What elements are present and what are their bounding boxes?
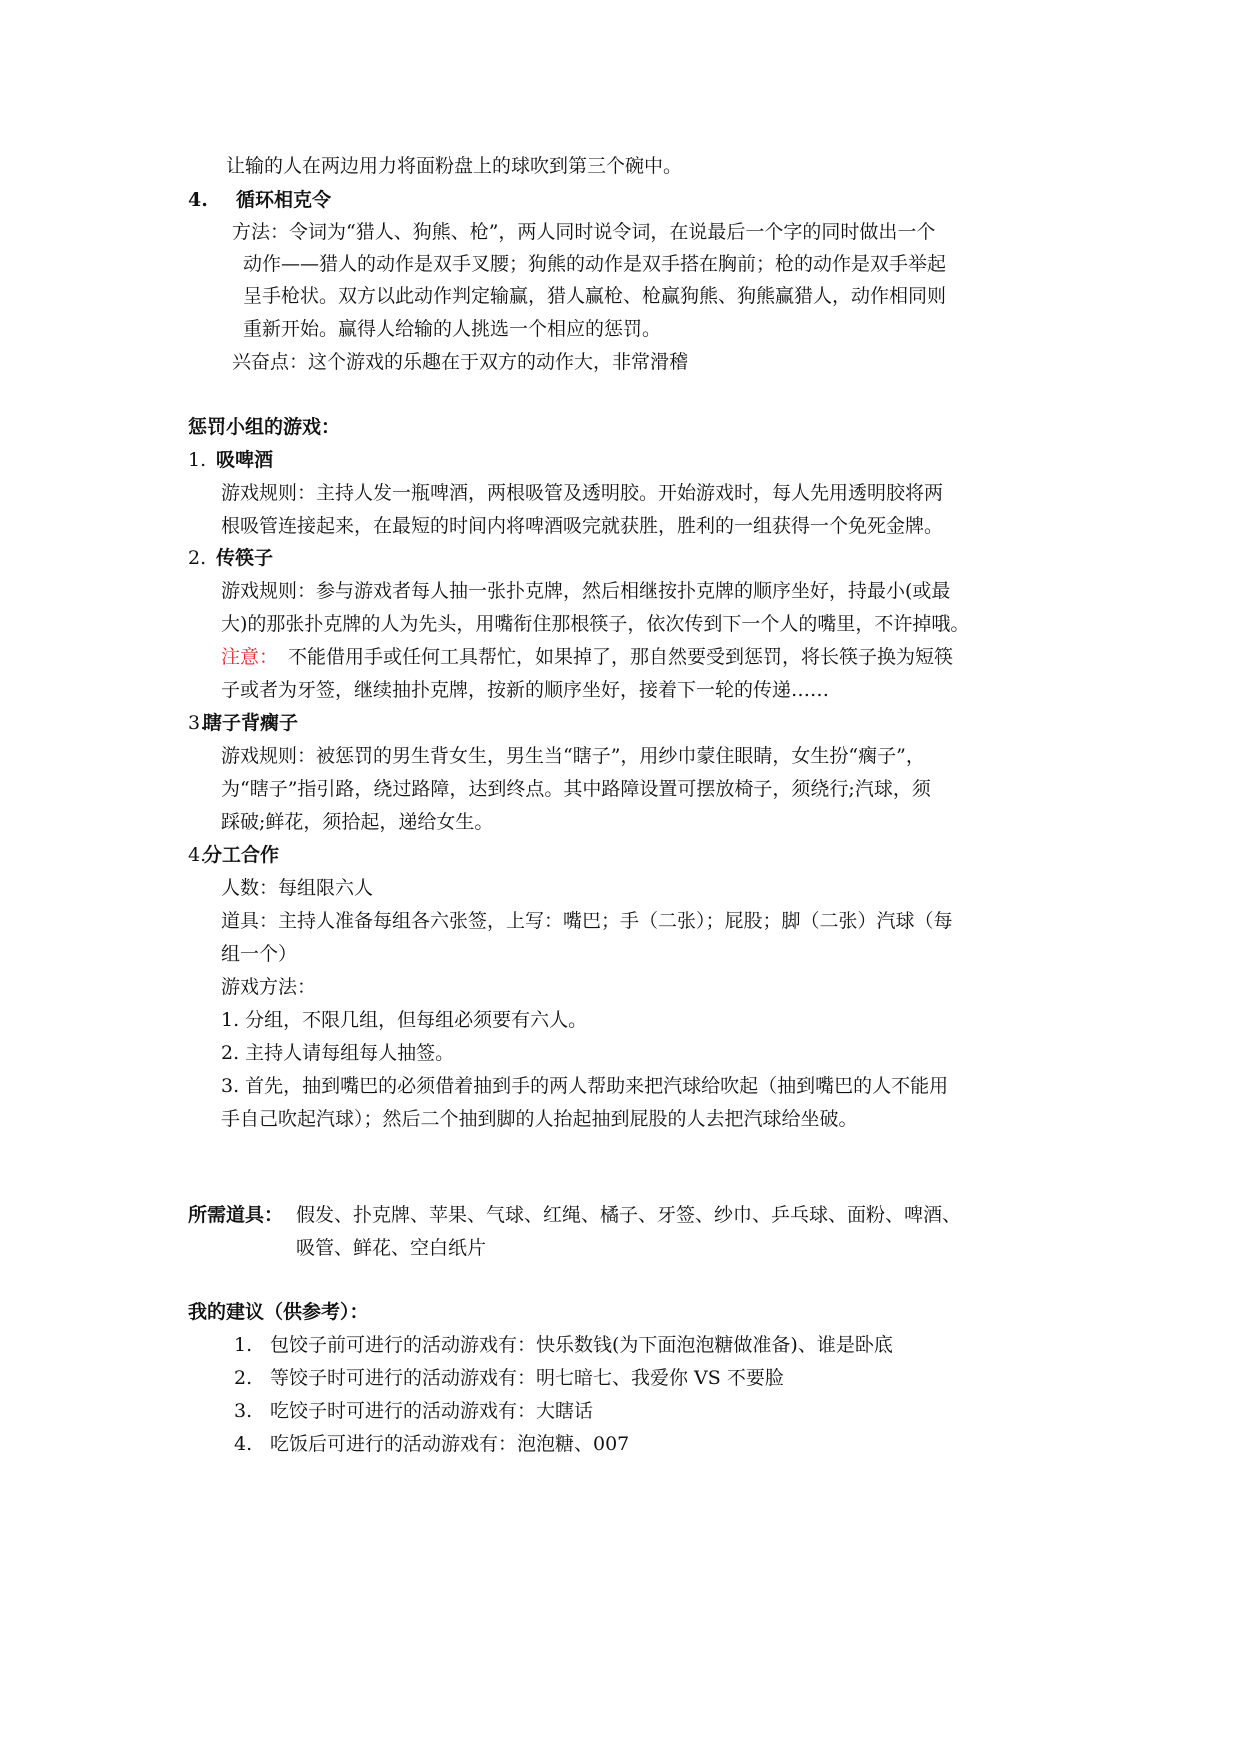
rule-line: 根吸管连接起来，在最短的时间内将啤酒吸完就获胜，胜利的一组获得一个免死金牌。: [221, 515, 944, 537]
rule-line: 游戏方法：: [221, 976, 317, 998]
section-heading: 惩罚小组的游戏：: [188, 416, 341, 438]
item-title: 吸啤酒: [216, 449, 274, 471]
suggest-text: 等饺子时可进行的活动游戏有：明七暗七、我爱你 VS 不要脸: [270, 1367, 784, 1389]
intro-text: 让输的人在两边用力将面粉盘上的球吹到第三个碗中。: [226, 155, 683, 177]
item-number: 4.: [188, 844, 207, 866]
note-line: 不能借用手或任何工具帮忙，如果掉了，那自然要受到惩罚，将长筷子换为短筷: [288, 646, 954, 668]
game-number: 4.: [188, 189, 208, 211]
method-line: 方法：令词为“猎人、狗熊、枪”，两人同时说令词，在说最后一个字的同时做出一个: [232, 221, 936, 243]
item-title: 分工合作: [203, 844, 280, 866]
suggest-text: 包饺子前可进行的活动游戏有：快乐数钱(为下面泡泡糖做准备)、谁是卧底: [270, 1334, 893, 1356]
item-title: 瞎子背瘸子: [203, 712, 299, 734]
suggest-text: 吃饭后可进行的活动游戏有：泡泡糖、007: [270, 1433, 630, 1455]
rule-line: 手自己吹起汽球）；然后二个抽到脚的人抬起抽到屁股的人去把汽球给坐破。: [221, 1108, 858, 1130]
rule-line: 为“瞎子”指引路，绕过路障，达到终点。其中路障设置可摆放椅子，须绕行;汽球，须: [221, 778, 931, 800]
rule-line: 踩破;鲜花，须拾起，递给女生。: [221, 811, 494, 833]
method-line: 呈手枪状。双方以此动作判定输赢，猎人赢枪、枪赢狗熊、狗熊赢猎人，动作相同则: [243, 285, 947, 307]
props-label: 所需道具：: [188, 1204, 284, 1226]
note-label: 注意：: [221, 646, 279, 668]
rule-line: 道具：主持人准备每组各六张签，上写：嘴巴；手（二张）；屁股；脚（二张）汽球（每: [221, 910, 953, 932]
suggest-number: 1.: [234, 1334, 253, 1356]
method-line: 动作——猎人的动作是双手叉腰；狗熊的动作是双手搭在胸前；枪的动作是双手举起: [243, 253, 947, 275]
suggest-text: 吃饺子时可进行的活动游戏有：大瞎话: [270, 1400, 594, 1422]
suggest-number: 3.: [234, 1400, 253, 1422]
rule-line: 2. 主持人请每组每人抽签。: [221, 1042, 455, 1064]
rule-line: 游戏规则：参与游戏者每人抽一张扑克牌，然后相继按扑克牌的顺序坐好，持最小(或最: [221, 580, 951, 602]
rule-line: 3. 首先，抽到嘴巴的必须借着抽到手的两人帮助来把汽球给吹起（抽到嘴巴的人不能用: [221, 1075, 949, 1097]
rule-line: 大)的那张扑克牌的人为先头，用嘴衔住那根筷子，依次传到下一个人的嘴里，不许掉哦。: [221, 613, 970, 635]
props-list: 吸管、鲜花、空白纸片: [296, 1237, 487, 1259]
rule-line: 游戏规则：被惩罚的男生背女生，男生当“瞎子”，用纱巾蒙住眼睛，女生扮“瘸子”，: [221, 745, 925, 767]
item-title: 传筷子: [216, 547, 274, 569]
item-number: 1.: [188, 449, 207, 471]
suggest-number: 2.: [234, 1367, 253, 1389]
note-line: 子或者为牙签，继续抽扑克牌，按新的顺序坐好，接着下一轮的传递……: [221, 679, 830, 701]
rule-line: 游戏规则：主持人发一瓶啤酒，两根吸管及透明胶。开始游戏时，每人先用透明胶将两: [221, 482, 944, 504]
excite-point: 兴奋点：这个游戏的乐趣在于双方的动作大，非常滑稽: [232, 351, 689, 373]
method-line: 重新开始。赢得人给输的人挑选一个相应的惩罚。: [243, 318, 662, 340]
item-number: 2.: [188, 547, 207, 569]
suggest-number: 4.: [234, 1433, 253, 1455]
suggest-heading: 我的建议（供参考）：: [188, 1301, 369, 1323]
item-number: 3.: [188, 712, 207, 734]
game-title: 循环相克令: [236, 189, 332, 211]
props-list: 假发、扑克牌、苹果、气球、红绳、橘子、牙签、纱巾、乒乓球、面粉、啤酒、: [296, 1204, 962, 1226]
rule-line: 人数：每组限六人: [221, 877, 374, 899]
rule-line: 1. 分组，不限几组，但每组必须要有六人。: [221, 1009, 588, 1031]
rule-line: 组一个）: [221, 943, 298, 965]
